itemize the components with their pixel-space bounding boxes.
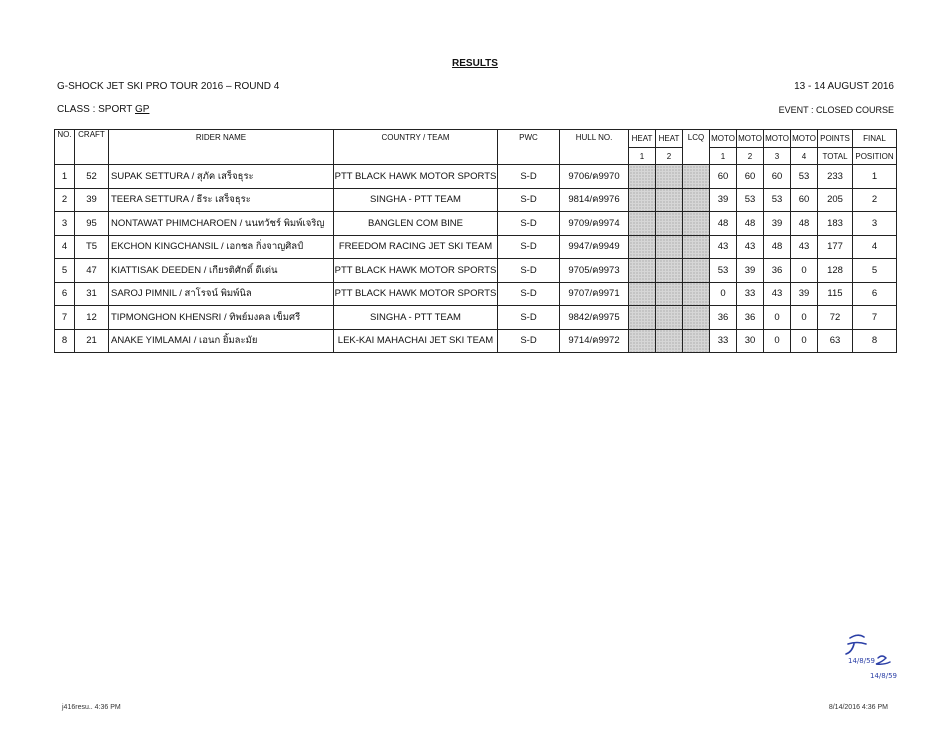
cell-moto2: 60	[737, 165, 764, 189]
cell-moto3: 0	[764, 329, 791, 353]
cell-hull: 9947/ค9949	[560, 235, 629, 259]
results-table	[54, 129, 897, 353]
cell-moto4: 60	[791, 188, 818, 212]
cell-total: 72	[818, 306, 853, 330]
cell-heat2	[656, 165, 683, 189]
cell-moto4: 48	[791, 212, 818, 236]
cell-team: SINGHA - PTT TEAM	[334, 188, 498, 212]
col-heat1: HEAT	[629, 130, 656, 148]
col-rider: RIDER NAME	[109, 130, 334, 165]
col-moto4: MOTO	[791, 130, 818, 148]
signature-date-1: 14/8/59	[848, 657, 875, 665]
table-row	[55, 259, 897, 283]
cell-craft: 21	[75, 329, 109, 353]
cell-hull: 9709/ค9974	[560, 212, 629, 236]
cell-heat2	[656, 306, 683, 330]
cell-no: 4	[55, 235, 75, 259]
cell-total: 128	[818, 259, 853, 283]
cell-team: LEK-KAI MAHACHAI JET SKI TEAM	[334, 329, 498, 353]
col-points: POINTS	[818, 130, 853, 148]
cell-no: 3	[55, 212, 75, 236]
cell-heat1	[629, 235, 656, 259]
cell-heat2	[656, 235, 683, 259]
cell-heat2	[656, 212, 683, 236]
col-pwc: PWC	[498, 130, 560, 165]
cell-moto4: 43	[791, 235, 818, 259]
cell-pwc: S-D	[498, 259, 560, 283]
cell-craft: 47	[75, 259, 109, 283]
footer-right: 8/14/2016 4:36 PM	[828, 704, 888, 711]
table-row	[55, 235, 897, 259]
cell-craft: 95	[75, 212, 109, 236]
cell-total: 233	[818, 165, 853, 189]
cell-moto3: 0	[764, 306, 791, 330]
cell-moto1: 53	[710, 259, 737, 283]
cell-moto2: 43	[737, 235, 764, 259]
cell-rider: NONTAWAT PHIMCHAROEN / นนทวัชร์ พิมพ์เจริญ	[109, 212, 334, 236]
cell-moto3: 60	[764, 165, 791, 189]
cell-hull: 9714/ค9972	[560, 329, 629, 353]
signature-mark	[842, 632, 902, 680]
cell-pwc: S-D	[498, 235, 560, 259]
event-dates: 13 - 14 AUGUST 2016	[794, 81, 894, 92]
cell-moto4: 53	[791, 165, 818, 189]
cell-no: 5	[55, 259, 75, 283]
table-row	[55, 329, 897, 353]
cell-moto2: 30	[737, 329, 764, 353]
cell-team: PTT BLACK HAWK MOTOR SPORTS	[334, 282, 498, 306]
cell-pwc: S-D	[498, 329, 560, 353]
cell-team: SINGHA - PTT TEAM	[334, 306, 498, 330]
table-row	[55, 212, 897, 236]
cell-hull: 9706/ค9970	[560, 165, 629, 189]
cell-craft: 52	[75, 165, 109, 189]
cell-lcq	[683, 329, 710, 353]
page-title: RESULTS	[452, 58, 498, 69]
col-final: FINAL	[853, 130, 897, 148]
col-heat2-sub: 2	[656, 148, 683, 165]
footer-left: j416resu.. 4:36 PM	[62, 704, 121, 711]
class-label	[57, 104, 149, 115]
col-moto1: MOTO	[710, 130, 737, 148]
cell-moto2: 36	[737, 306, 764, 330]
cell-no: 6	[55, 282, 75, 306]
col-moto4-sub: 4	[791, 148, 818, 165]
cell-hull: 9705/ค9973	[560, 259, 629, 283]
cell-lcq	[683, 188, 710, 212]
class-prefix: CLASS : SPORT	[57, 104, 135, 115]
cell-position: 8	[853, 329, 897, 353]
cell-rider: SUPAK SETTURA / สุภัค เสร็จธุระ	[109, 165, 334, 189]
cell-rider: TIPMONGHON KHENSRI / ทิพย์มงคล เข็มศรี	[109, 306, 334, 330]
cell-craft: 12	[75, 306, 109, 330]
cell-heat1	[629, 306, 656, 330]
table-row	[55, 188, 897, 212]
col-moto1-sub: 1	[710, 148, 737, 165]
cell-moto1: 39	[710, 188, 737, 212]
cell-moto3: 48	[764, 235, 791, 259]
cell-team: FREEDOM RACING JET SKI TEAM	[334, 235, 498, 259]
cell-heat2	[656, 329, 683, 353]
cell-moto1: 0	[710, 282, 737, 306]
col-heat1-sub: 1	[629, 148, 656, 165]
header-row	[55, 130, 897, 148]
table-row	[55, 282, 897, 306]
cell-heat1	[629, 329, 656, 353]
event-type: EVENT : CLOSED COURSE	[778, 105, 894, 115]
event-name: G-SHOCK JET SKI PRO TOUR 2016 – ROUND 4	[57, 81, 280, 92]
cell-craft: 31	[75, 282, 109, 306]
col-heat2: HEAT	[656, 130, 683, 148]
cell-rider: ANAKE YIMLAMAI / เอนก ยิ้มละมัย	[109, 329, 334, 353]
cell-rider: EKCHON KINGCHANSIL / เอกชล กิ่งจาญศิลป์	[109, 235, 334, 259]
cell-heat1	[629, 188, 656, 212]
cell-moto4: 0	[791, 329, 818, 353]
cell-total: 205	[818, 188, 853, 212]
class-name: GP	[135, 104, 150, 115]
cell-moto3: 53	[764, 188, 791, 212]
cell-heat1	[629, 212, 656, 236]
cell-pwc: S-D	[498, 212, 560, 236]
cell-lcq	[683, 282, 710, 306]
cell-rider: KIATTISAK DEEDEN / เกียรติศักดิ์ ดีเด่น	[109, 259, 334, 283]
cell-total: 115	[818, 282, 853, 306]
cell-team: PTT BLACK HAWK MOTOR SPORTS	[334, 165, 498, 189]
cell-hull: 9707/ค9971	[560, 282, 629, 306]
cell-no: 1	[55, 165, 75, 189]
cell-position: 6	[853, 282, 897, 306]
cell-lcq	[683, 259, 710, 283]
cell-team: PTT BLACK HAWK MOTOR SPORTS	[334, 259, 498, 283]
col-moto3-sub: 3	[764, 148, 791, 165]
cell-moto4: 0	[791, 306, 818, 330]
cell-pwc: S-D	[498, 282, 560, 306]
cell-pwc: S-D	[498, 165, 560, 189]
cell-moto3: 36	[764, 259, 791, 283]
cell-rider: TEERA SETTURA / ธีระ เสร็จธุระ	[109, 188, 334, 212]
col-no: NO.	[55, 130, 75, 165]
signature-date-2: 14/8/59	[870, 672, 897, 680]
cell-heat1	[629, 282, 656, 306]
col-points-sub: TOTAL	[818, 148, 853, 165]
cell-moto2: 53	[737, 188, 764, 212]
cell-no: 2	[55, 188, 75, 212]
cell-moto1: 60	[710, 165, 737, 189]
cell-heat2	[656, 259, 683, 283]
cell-position: 7	[853, 306, 897, 330]
col-moto2: MOTO	[737, 130, 764, 148]
cell-hull: 9814/ค9976	[560, 188, 629, 212]
cell-moto2: 39	[737, 259, 764, 283]
cell-moto2: 33	[737, 282, 764, 306]
results-body	[55, 165, 897, 353]
cell-total: 63	[818, 329, 853, 353]
cell-position: 4	[853, 235, 897, 259]
cell-position: 2	[853, 188, 897, 212]
col-moto3: MOTO	[764, 130, 791, 148]
cell-moto1: 48	[710, 212, 737, 236]
col-final-sub: POSITION	[853, 148, 897, 165]
table-row	[55, 306, 897, 330]
col-lcq: LCQ	[683, 130, 710, 165]
cell-moto2: 48	[737, 212, 764, 236]
cell-moto4: 39	[791, 282, 818, 306]
cell-lcq	[683, 165, 710, 189]
cell-heat2	[656, 188, 683, 212]
cell-pwc: S-D	[498, 306, 560, 330]
cell-lcq	[683, 212, 710, 236]
col-team: COUNTRY / TEAM	[334, 130, 498, 165]
cell-no: 8	[55, 329, 75, 353]
cell-moto1: 43	[710, 235, 737, 259]
col-hull: HULL NO.	[560, 130, 629, 165]
cell-lcq	[683, 235, 710, 259]
cell-craft: T5	[75, 235, 109, 259]
cell-position: 1	[853, 165, 897, 189]
cell-moto1: 33	[710, 329, 737, 353]
cell-position: 5	[853, 259, 897, 283]
cell-pwc: S-D	[498, 188, 560, 212]
cell-hull: 9842/ค9975	[560, 306, 629, 330]
cell-team: BANGLEN COM BINE	[334, 212, 498, 236]
cell-moto3: 43	[764, 282, 791, 306]
cell-total: 177	[818, 235, 853, 259]
cell-moto1: 36	[710, 306, 737, 330]
cell-heat2	[656, 282, 683, 306]
table-row	[55, 165, 897, 189]
cell-moto3: 39	[764, 212, 791, 236]
cell-moto4: 0	[791, 259, 818, 283]
cell-heat1	[629, 165, 656, 189]
cell-craft: 39	[75, 188, 109, 212]
col-moto2-sub: 2	[737, 148, 764, 165]
cell-total: 183	[818, 212, 853, 236]
cell-lcq	[683, 306, 710, 330]
cell-position: 3	[853, 212, 897, 236]
col-craft: CRAFT	[75, 130, 109, 165]
cell-no: 7	[55, 306, 75, 330]
cell-heat1	[629, 259, 656, 283]
cell-rider: SAROJ PIMNIL / สาโรจน์ พิมพ์นิล	[109, 282, 334, 306]
